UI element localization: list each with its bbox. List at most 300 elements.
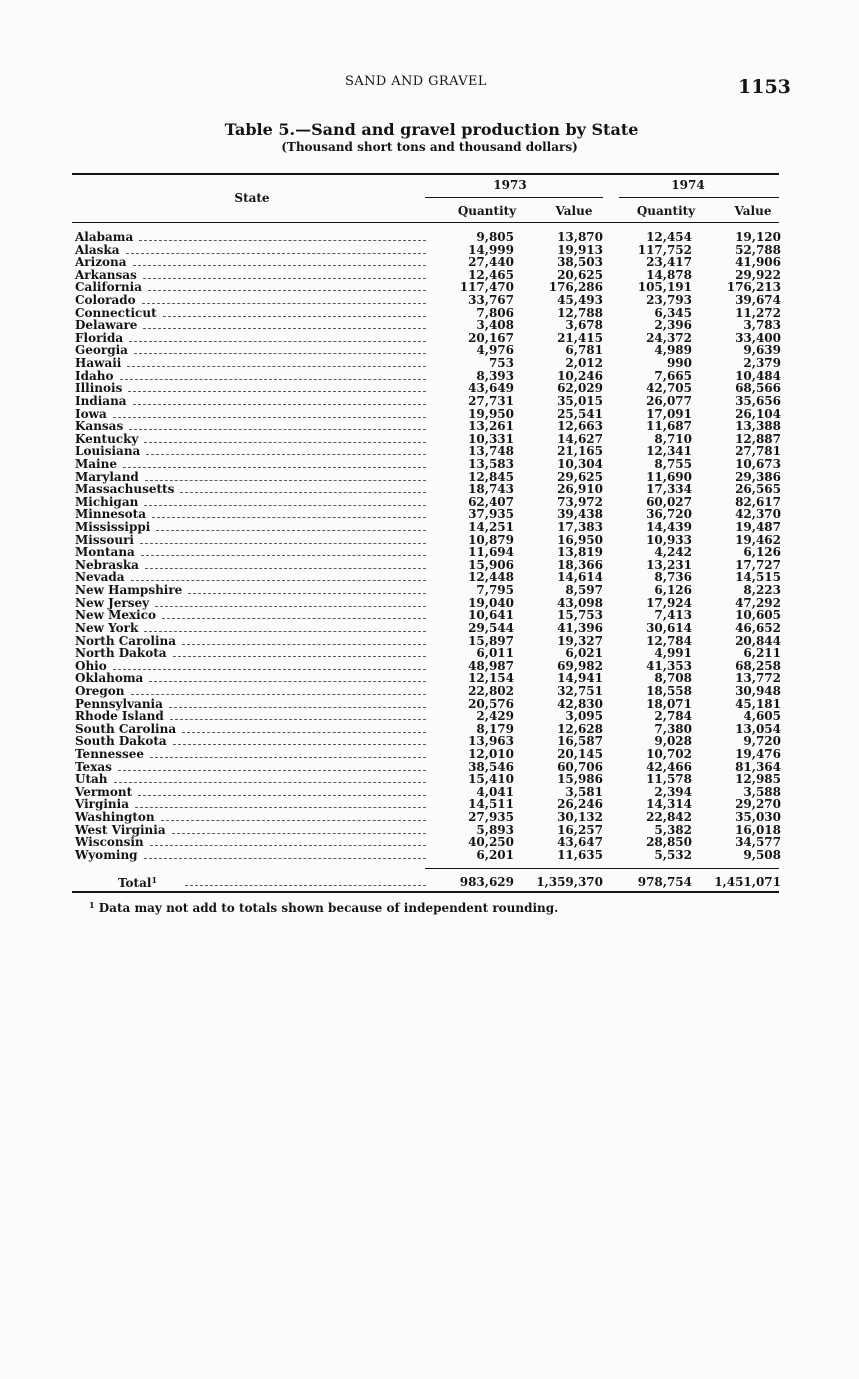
value-1974-cell: 29,386 xyxy=(735,469,781,484)
quantity-1973-cell: 4,976 xyxy=(476,343,514,358)
state-name: New Jersey xyxy=(75,595,150,610)
dot-leader xyxy=(129,429,426,430)
value-1973-cell: 19,327 xyxy=(557,633,603,648)
dot-leader xyxy=(118,770,426,771)
dot-leader xyxy=(145,568,426,569)
quantity-1973-cell: 753 xyxy=(488,356,514,371)
quantity-1974-cell: 8,755 xyxy=(654,456,692,471)
dot-leader xyxy=(161,820,426,821)
table-row xyxy=(0,294,859,307)
quantity-1974-cell: 18,558 xyxy=(646,683,692,698)
quantity-1973-cell: 14,511 xyxy=(468,797,514,812)
value-1974-cell: 30,948 xyxy=(735,683,781,698)
state-name: Arizona xyxy=(75,255,127,270)
state-name: Nebraska xyxy=(75,557,139,572)
value-1974-cell: 45,181 xyxy=(735,696,781,711)
table-row xyxy=(0,672,859,685)
quantity-1974-cell: 990 xyxy=(666,356,692,371)
dot-leader xyxy=(139,240,426,241)
quantity-1973-cell: 7,795 xyxy=(476,583,514,598)
quantity-1974-cell: 11,690 xyxy=(646,469,692,484)
quantity-1974-cell: 7,380 xyxy=(654,721,692,736)
dot-leader xyxy=(113,669,426,670)
dot-leader xyxy=(150,845,426,846)
state-name: Georgia xyxy=(75,343,128,358)
quantity-1974-cell: 12,341 xyxy=(646,444,692,459)
dot-leader xyxy=(163,316,426,317)
table-row xyxy=(0,546,859,559)
table-row xyxy=(0,748,859,761)
value-1973-cell: 20,145 xyxy=(557,746,603,761)
value-1974-cell: 41,906 xyxy=(735,255,781,270)
value-1973-cell: 14,614 xyxy=(557,570,603,585)
page-number: 1153 xyxy=(738,76,791,98)
value-1973-cell: 45,493 xyxy=(557,293,603,308)
table-row xyxy=(0,357,859,370)
value-1974-cell: 6,126 xyxy=(743,545,781,560)
table-row xyxy=(0,849,859,862)
value-1974-cell: 33,400 xyxy=(735,330,781,345)
quantity-1974-cell: 8,708 xyxy=(654,671,692,686)
quantity-1973-cell: 12,845 xyxy=(468,469,514,484)
quantity-1973-cell: 43,649 xyxy=(468,381,514,396)
value-1974-cell: 17,727 xyxy=(735,557,781,572)
table-row xyxy=(0,231,859,244)
value-1973-cell: 38,503 xyxy=(557,255,603,270)
table-row xyxy=(0,244,859,257)
value-1974-cell: 3,588 xyxy=(743,784,781,799)
dot-leader xyxy=(173,744,426,745)
footnote xyxy=(89,900,558,915)
quantity-1974-cell: 22,842 xyxy=(646,810,692,825)
quantity-1973-cell: 27,731 xyxy=(468,393,514,408)
quantity-1973-cell: 6,011 xyxy=(476,646,514,661)
table-row xyxy=(0,559,859,572)
table-title-text: Table 5.—Sand and gravel production by State xyxy=(224,120,639,139)
table-subtitle: (Thousand short tons and thousand dollars) xyxy=(281,140,578,154)
quantity-1974-cell: 4,991 xyxy=(654,646,692,661)
value-1974-header: Value xyxy=(734,204,772,218)
quantity-1973-cell: 5,893 xyxy=(476,822,514,837)
total-value-1974: 1,451,071 xyxy=(714,875,781,889)
state-name: Kansas xyxy=(75,419,124,434)
state-name: South Dakota xyxy=(75,734,167,749)
state-name: Michigan xyxy=(75,494,139,509)
quantity-1974-cell: 5,532 xyxy=(654,847,692,862)
value-1974-cell: 11,272 xyxy=(735,305,781,320)
quantity-1974-cell: 17,924 xyxy=(646,595,692,610)
state-name: Oklahoma xyxy=(75,671,144,686)
footnote-marker: 1 xyxy=(89,900,95,910)
dot-leader xyxy=(152,517,426,518)
state-name: Washington xyxy=(75,810,155,825)
quantity-1973-cell: 8,179 xyxy=(476,721,514,736)
value-1974-cell: 19,120 xyxy=(735,230,781,244)
quantity-1973-cell: 14,251 xyxy=(468,520,514,535)
value-1973-cell: 42,830 xyxy=(557,696,603,711)
year-1973-header: 1973 xyxy=(493,178,527,192)
table-row xyxy=(0,521,859,534)
table-row xyxy=(0,483,859,496)
dot-leader xyxy=(144,505,426,506)
value-1973-cell: 21,415 xyxy=(557,330,603,345)
state-name: Maine xyxy=(75,456,117,471)
quantity-1973-cell: 14,999 xyxy=(468,242,514,257)
quantity-1974-cell: 41,353 xyxy=(646,658,692,673)
dot-leader xyxy=(144,631,426,632)
quantity-1974-cell: 2,784 xyxy=(654,709,692,724)
dot-leader xyxy=(113,417,426,418)
value-1973-cell: 73,972 xyxy=(557,494,603,509)
table-bottom-rule xyxy=(72,891,779,893)
table-row xyxy=(0,773,859,786)
table-row xyxy=(0,332,859,345)
quantity-1973-cell: 19,040 xyxy=(468,595,514,610)
quantity-1974-cell: 26,077 xyxy=(646,393,692,408)
value-1974-cell: 26,565 xyxy=(735,482,781,497)
state-name: North Dakota xyxy=(75,646,167,661)
value-1974-cell: 42,370 xyxy=(735,507,781,522)
value-1973-cell: 6,021 xyxy=(565,646,603,661)
value-1974-cell: 81,364 xyxy=(735,759,781,774)
quantity-1973-cell: 10,641 xyxy=(468,608,514,623)
value-1973-cell: 15,986 xyxy=(557,772,603,787)
quantity-1974-cell: 36,720 xyxy=(646,507,692,522)
dot-leader xyxy=(133,404,426,405)
quantity-1974-cell: 7,665 xyxy=(654,368,692,383)
quantity-1973-cell: 27,935 xyxy=(468,810,514,825)
quantity-1973-cell: 12,010 xyxy=(468,746,514,761)
table-row xyxy=(0,408,859,421)
state-name: Mississippi xyxy=(75,520,151,535)
table-row xyxy=(0,382,859,395)
state-name: Idaho xyxy=(75,368,114,383)
value-1974-cell: 12,887 xyxy=(735,431,781,446)
dot-leader xyxy=(135,807,426,808)
dot-leader xyxy=(169,707,426,708)
quantity-1974-cell: 2,396 xyxy=(654,318,692,333)
table-row xyxy=(0,445,859,458)
quantity-1973-cell: 10,331 xyxy=(468,431,514,446)
dot-leader xyxy=(155,606,426,607)
table-row xyxy=(0,319,859,332)
quantity-1973-cell: 12,154 xyxy=(468,671,514,686)
state-name: California xyxy=(75,280,142,295)
dot-leader xyxy=(114,782,426,783)
quantity-1973-cell: 15,410 xyxy=(468,772,514,787)
dot-leader xyxy=(126,253,426,254)
value-1974-cell: 13,054 xyxy=(735,721,781,736)
quantity-1974-header: Quantity xyxy=(636,204,696,218)
dot-leader xyxy=(170,719,426,720)
dot-leader xyxy=(156,530,426,531)
state-rows xyxy=(0,231,859,861)
state-name: Minnesota xyxy=(75,507,147,522)
value-1974-cell: 46,652 xyxy=(735,620,781,635)
quantity-1973-cell: 29,544 xyxy=(468,620,514,635)
total-value-1973: 1,359,370 xyxy=(536,875,603,889)
value-1974-cell: 47,292 xyxy=(735,595,781,610)
quantity-1974-cell: 42,705 xyxy=(646,381,692,396)
state-name: Illinois xyxy=(75,381,123,396)
value-1973-cell: 12,663 xyxy=(557,419,603,434)
state-name: Tennessee xyxy=(75,746,145,761)
value-1973-cell: 16,587 xyxy=(557,734,603,749)
dot-leader xyxy=(144,442,426,443)
table-row xyxy=(0,647,859,660)
table-row xyxy=(0,344,859,357)
state-name: Louisiana xyxy=(75,444,141,459)
dot-leader xyxy=(149,681,426,682)
state-name: West Virginia xyxy=(75,822,166,837)
value-1973-cell: 8,597 xyxy=(565,583,603,598)
state-name: Kentucky xyxy=(75,431,139,446)
value-1974-cell: 4,605 xyxy=(743,709,781,724)
quantity-1973-cell: 37,935 xyxy=(468,507,514,522)
state-name: Virginia xyxy=(75,797,129,812)
dot-leader xyxy=(120,379,426,380)
value-1974-cell: 176,213 xyxy=(726,280,781,295)
state-name: South Carolina xyxy=(75,721,177,736)
dot-leader xyxy=(127,366,426,367)
value-1974-cell: 16,018 xyxy=(735,822,781,837)
quantity-1974-cell: 8,710 xyxy=(654,431,692,446)
state-name: Montana xyxy=(75,545,135,560)
dot-leader xyxy=(143,278,426,279)
totals-top-rule xyxy=(425,868,779,869)
quantity-1973-cell: 20,576 xyxy=(468,696,514,711)
total-label xyxy=(118,875,157,890)
state-name: Utah xyxy=(75,772,108,787)
table-row xyxy=(0,811,859,824)
table-row xyxy=(0,685,859,698)
quantity-1973-cell: 12,448 xyxy=(468,570,514,585)
table-row xyxy=(0,761,859,774)
value-1973-cell: 11,635 xyxy=(557,847,603,862)
table-row xyxy=(0,584,859,597)
value-1973-cell: 13,870 xyxy=(557,230,603,244)
header-bottom-rule xyxy=(72,222,779,223)
value-1973-cell: 15,753 xyxy=(557,608,603,623)
quantity-1973-cell: 19,950 xyxy=(468,406,514,421)
top-rule xyxy=(72,173,779,175)
quantity-1974-cell: 18,071 xyxy=(646,696,692,711)
value-1973-cell: 26,246 xyxy=(557,797,603,812)
quantity-1973-cell: 15,897 xyxy=(468,633,514,648)
quantity-1974-cell: 60,027 xyxy=(646,494,692,509)
state-name: Texas xyxy=(75,759,112,774)
quantity-1973-cell: 2,429 xyxy=(476,709,514,724)
value-1974-cell: 9,639 xyxy=(743,343,781,358)
quantity-1973-cell: 3,408 xyxy=(476,318,514,333)
value-1973-cell: 10,304 xyxy=(557,456,603,471)
quantity-1974-cell: 24,372 xyxy=(646,330,692,345)
year-1974-header: 1974 xyxy=(671,178,705,192)
state-name: Pennsylvania xyxy=(75,696,163,711)
quantity-1974-cell: 6,126 xyxy=(654,583,692,598)
value-1973-cell: 26,910 xyxy=(557,482,603,497)
value-1973-cell: 3,678 xyxy=(565,318,603,333)
total-row xyxy=(0,875,859,889)
dot-leader xyxy=(129,341,426,342)
quantity-1973-cell: 117,470 xyxy=(459,280,514,295)
state-name: Alabama xyxy=(75,230,134,244)
footnote-text: Data may not add to totals shown because of independent rounding. xyxy=(98,901,559,915)
quantity-1973-cell: 4,041 xyxy=(476,784,514,799)
value-1973-cell: 32,751 xyxy=(557,683,603,698)
dot-leader xyxy=(150,757,426,758)
running-head: SAND AND GRAVEL xyxy=(345,74,487,89)
value-1973-cell: 176,286 xyxy=(548,280,603,295)
quantity-1973-cell: 18,743 xyxy=(468,482,514,497)
state-name: Colorado xyxy=(75,293,136,308)
quantity-1974-cell: 14,878 xyxy=(646,267,692,282)
table-row xyxy=(0,370,859,383)
quantity-1974-cell: 12,784 xyxy=(646,633,692,648)
value-1974-cell: 35,030 xyxy=(735,810,781,825)
state-name: Vermont xyxy=(75,784,133,799)
quantity-1974-cell: 6,345 xyxy=(654,305,692,320)
quantity-1974-cell: 105,191 xyxy=(637,280,692,295)
dot-leader xyxy=(172,833,426,834)
value-1973-cell: 13,819 xyxy=(557,545,603,560)
dot-leader xyxy=(162,618,426,619)
quantity-1974-cell: 17,334 xyxy=(646,482,692,497)
dot-leader xyxy=(148,290,426,291)
quantity-1974-cell: 23,417 xyxy=(646,255,692,270)
quantity-1973-cell: 6,201 xyxy=(476,847,514,862)
state-name: Iowa xyxy=(75,406,107,421)
state-name: Oregon xyxy=(75,683,125,698)
state-name: Wisconsin xyxy=(75,835,144,850)
value-1974-cell: 9,720 xyxy=(743,734,781,749)
value-1974-cell: 19,462 xyxy=(735,532,781,547)
dot-leader xyxy=(142,303,426,304)
value-1974-cell: 9,508 xyxy=(743,847,781,862)
value-1973-cell: 35,015 xyxy=(557,393,603,408)
dot-leader xyxy=(134,353,426,354)
quantity-1974-cell: 14,439 xyxy=(646,520,692,535)
state-name: Hawaii xyxy=(75,356,122,371)
quantity-1974-cell: 28,850 xyxy=(646,835,692,850)
quantity-1974-cell: 10,933 xyxy=(646,532,692,547)
value-1974-cell: 10,673 xyxy=(735,456,781,471)
dot-leader xyxy=(182,644,426,645)
dot-leader xyxy=(128,391,426,392)
value-1974-cell: 29,922 xyxy=(735,267,781,282)
value-1974-cell: 6,211 xyxy=(743,646,781,661)
state-name: Delaware xyxy=(75,318,138,333)
total-footnote-marker: 1 xyxy=(151,875,158,885)
dot-leader xyxy=(173,656,426,657)
value-1973-cell: 21,165 xyxy=(557,444,603,459)
quantity-1973-cell: 62,407 xyxy=(468,494,514,509)
quantity-1973-cell: 10,879 xyxy=(468,532,514,547)
quantity-1974-cell: 11,578 xyxy=(646,772,692,787)
state-name: New Mexico xyxy=(75,608,157,623)
value-1973-cell: 39,438 xyxy=(557,507,603,522)
dot-leader xyxy=(138,795,426,796)
dot-leader xyxy=(146,454,426,455)
quantity-1973-cell: 11,694 xyxy=(468,545,514,560)
total-quantity-1974: 978,754 xyxy=(637,875,692,889)
quantity-1973-cell: 27,440 xyxy=(468,255,514,270)
dot-leader xyxy=(180,492,426,493)
state-name: Rhode Island xyxy=(75,709,164,724)
quantity-1974-cell: 4,242 xyxy=(654,545,692,560)
value-1973-cell: 25,541 xyxy=(557,406,603,421)
quantity-1973-cell: 13,261 xyxy=(468,419,514,434)
quantity-1973-cell: 40,250 xyxy=(468,835,514,850)
value-1973-cell: 20,625 xyxy=(557,267,603,282)
quantity-1973-cell: 8,393 xyxy=(476,368,514,383)
value-1973-cell: 16,257 xyxy=(557,822,603,837)
value-1973-cell: 10,246 xyxy=(557,368,603,383)
dot-leader xyxy=(188,593,426,594)
quantity-1974-cell: 117,752 xyxy=(637,242,692,257)
state-name: New York xyxy=(75,620,139,635)
value-1974-cell: 3,783 xyxy=(743,318,781,333)
total-leader xyxy=(185,885,426,886)
quantity-1974-cell: 30,614 xyxy=(646,620,692,635)
dot-leader xyxy=(140,543,426,544)
value-1973-header: Value xyxy=(555,204,593,218)
table-title xyxy=(0,120,859,139)
value-1974-cell: 35,656 xyxy=(735,393,781,408)
value-1973-cell: 17,383 xyxy=(557,520,603,535)
table-row xyxy=(0,256,859,269)
value-1974-cell: 68,566 xyxy=(735,381,781,396)
value-1973-cell: 18,366 xyxy=(557,557,603,572)
quantity-1974-cell: 9,028 xyxy=(654,734,692,749)
value-1974-cell: 19,487 xyxy=(735,520,781,535)
total-label-text: Total xyxy=(118,876,152,890)
table-row xyxy=(0,836,859,849)
table-row xyxy=(0,622,859,635)
quantity-1974-cell: 2,394 xyxy=(654,784,692,799)
dot-leader xyxy=(145,480,426,481)
quantity-1974-cell: 10,702 xyxy=(646,746,692,761)
quantity-1973-cell: 13,963 xyxy=(468,734,514,749)
value-1974-cell: 10,605 xyxy=(735,608,781,623)
value-1973-cell: 43,647 xyxy=(557,835,603,850)
value-1974-cell: 2,379 xyxy=(743,356,781,371)
value-1973-cell: 30,132 xyxy=(557,810,603,825)
value-1974-cell: 13,388 xyxy=(735,419,781,434)
quantity-1974-cell: 8,736 xyxy=(654,570,692,585)
value-1973-cell: 19,913 xyxy=(557,242,603,257)
value-1973-cell: 14,627 xyxy=(557,431,603,446)
quantity-1973-cell: 48,987 xyxy=(468,658,514,673)
quantity-1974-cell: 7,413 xyxy=(654,608,692,623)
value-1973-cell: 3,581 xyxy=(565,784,603,799)
value-1974-cell: 19,476 xyxy=(735,746,781,761)
table-row xyxy=(0,420,859,433)
value-1974-cell: 34,577 xyxy=(735,835,781,850)
quantity-1973-cell: 9,805 xyxy=(476,230,514,244)
value-1973-cell: 16,950 xyxy=(557,532,603,547)
state-name: Connecticut xyxy=(75,305,157,320)
value-1974-cell: 82,617 xyxy=(735,494,781,509)
state-name: Nevada xyxy=(75,570,125,585)
dot-leader xyxy=(123,467,426,468)
year-1973-rule xyxy=(425,197,603,198)
state-name: Missouri xyxy=(75,532,134,547)
table-row xyxy=(0,395,859,408)
value-1973-cell: 12,628 xyxy=(557,721,603,736)
quantity-1974-cell: 12,454 xyxy=(646,230,692,244)
table-row xyxy=(0,609,859,622)
